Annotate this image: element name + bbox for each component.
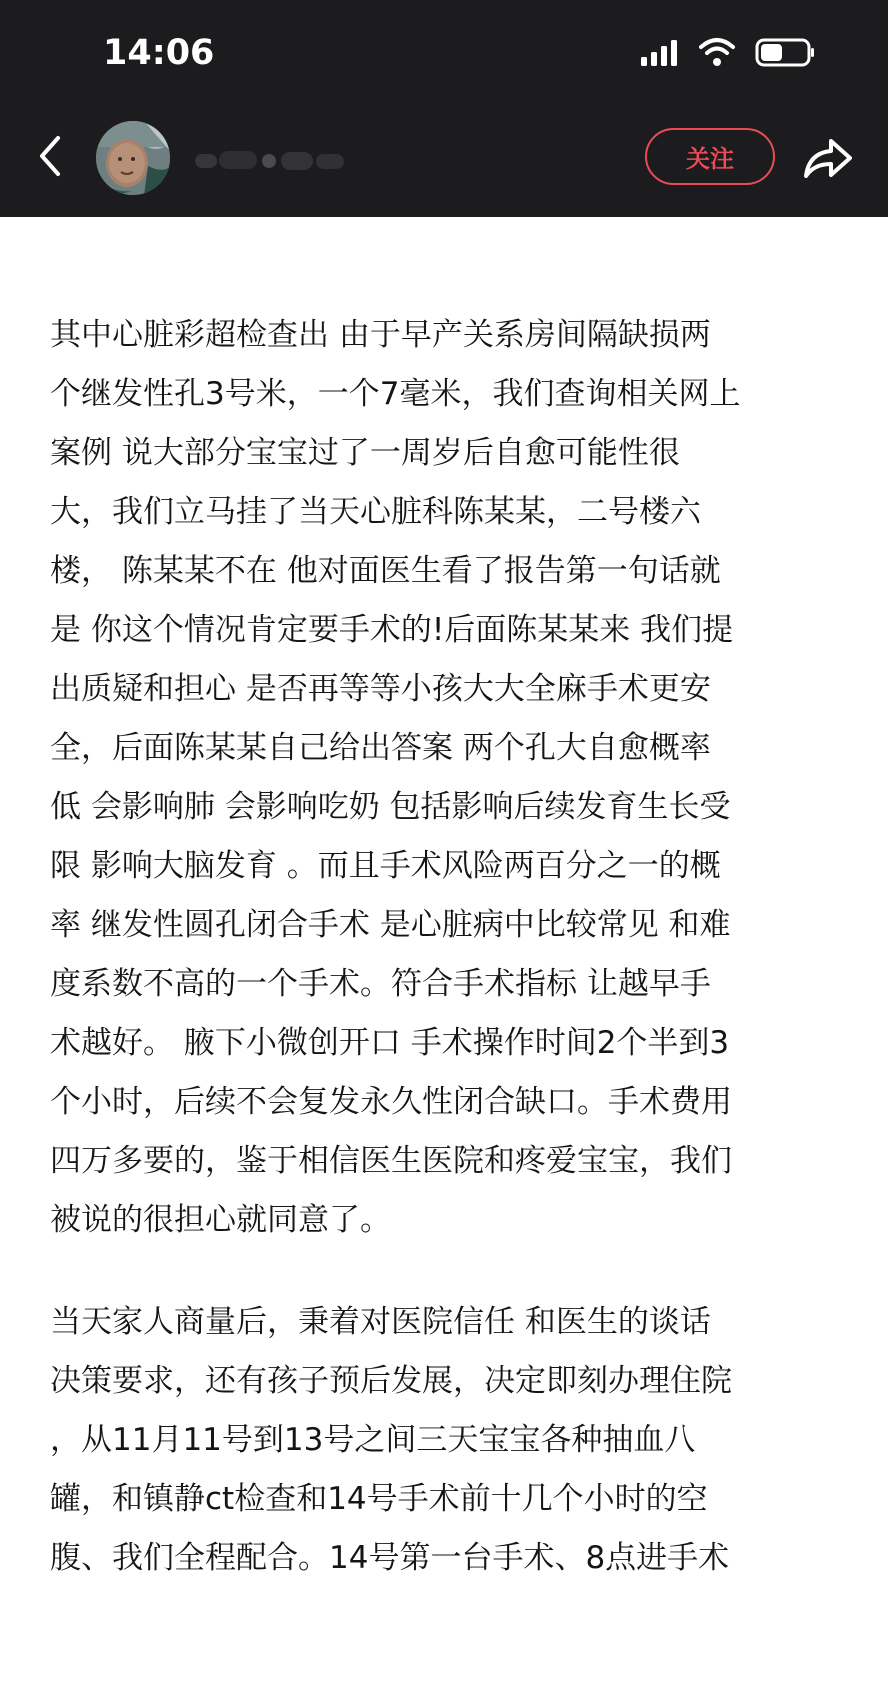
article-line: 术越好。 腋下小微创开口 手术操作时间2个半到3 <box>50 1025 730 1061</box>
article-line: ，从11月11号到13号之间三天宝宝各种抽血八 <box>50 1422 696 1458</box>
article-line: 出质疑和担心 是否再等等小孩大大全麻手术更安 <box>50 671 711 707</box>
status-time: 14:06 <box>103 33 215 73</box>
article-content <box>50 306 840 1588</box>
avatar[interactable] <box>96 121 170 195</box>
article-line: 楼， 陈某某不在 他对面医生看了报告第一句话就 <box>50 553 721 589</box>
article-paragraph <box>50 1293 840 1588</box>
article-line: 低 会影响肺 会影响吃奶 包括影响后续发育生长受 <box>50 789 731 825</box>
article-line: 其中心脏彩超检查出 由于早产关系房间隔缺损两 <box>50 317 711 353</box>
follow-button[interactable]: 关注 <box>645 128 775 185</box>
article-line: 四万多要的，鉴于相信医生医院和疼爱宝宝，我们 <box>50 1143 732 1179</box>
article-line: 决策要求，还有孩子预后发展，决定即刻办理住院 <box>50 1363 732 1399</box>
article-line: 案例 说大部分宝宝过了一周岁后自愈可能性很 <box>50 435 680 471</box>
article-line: 度系数不高的一个手术。符合手术指标 让越早手 <box>50 966 711 1002</box>
article-line: 率 继发性圆孔闭合手术 是心脏病中比较常见 和难 <box>50 907 731 943</box>
article-line: 是 你这个情况肯定要手术的!后面陈某某来 我们提 <box>50 612 734 648</box>
article-line: 限 影响大脑发育 。而且手术风险两百分之一的概 <box>50 848 721 884</box>
article-line: 罐，和镇静ct检查和14号手术前十几个小时的空 <box>50 1481 708 1517</box>
article-line: 被说的很担心就同意了。 <box>50 1202 391 1238</box>
avatar-image <box>96 121 170 195</box>
signal-icon <box>640 37 680 67</box>
username-obscured[interactable] <box>195 146 350 176</box>
article-line: 个小时，后续不会复发永久性闭合缺口。手术费用 <box>50 1084 732 1120</box>
share-icon[interactable] <box>801 134 855 181</box>
wifi-icon <box>697 35 737 67</box>
article-line: 腹、我们全程配合。14号第一台手术、8点进手术 <box>50 1540 730 1576</box>
back-button[interactable] <box>34 130 66 182</box>
article-line: 个继发性孔3号米，一个7毫米，我们查询相关网上 <box>50 376 741 412</box>
article-line: 全，后面陈某某自己给出答案 两个孔大自愈概率 <box>50 730 711 766</box>
top-bar <box>0 0 888 217</box>
article-line: 当天家人商量后，秉着对医院信任 和医生的谈话 <box>50 1304 711 1340</box>
chevron-left-icon <box>36 133 64 179</box>
battery-icon <box>755 37 816 68</box>
article-line: 大，我们立马挂了当天心脏科陈某某，二号楼六 <box>50 494 701 530</box>
article-paragraph <box>50 306 840 1250</box>
